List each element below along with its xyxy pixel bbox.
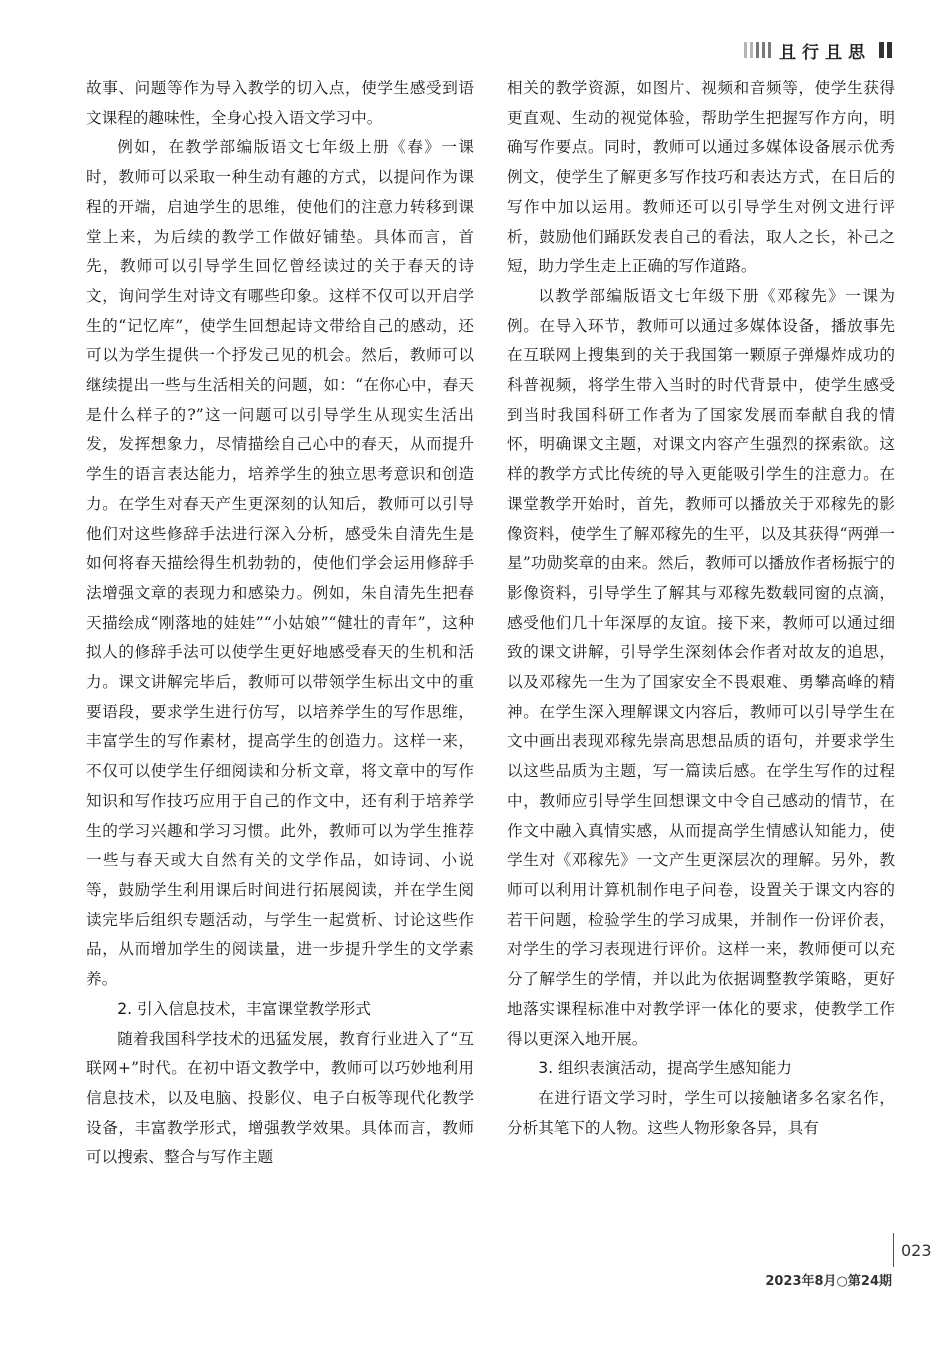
paragraph: 故事、问题等作为导入教学的切入点，使学生感受到语文课程的趣味性，全身心投入语文学习中。 [86,79,474,127]
left-column [86,74,474,1173]
page-number: 023 [893,1233,932,1267]
running-header [744,38,892,62]
issue-date: 2023年8月○第24期 [765,1274,892,1289]
section-heading: 2. 引入信息技术，丰富课堂教学形式 [117,999,371,1018]
paragraph: 在进行语文学习时，学生可以接触诸多名家名作，分析其笔下的人物。这些人物形象各异，具有 [507,1088,895,1137]
section-heading: 3. 组织表演活动，提高学生感知能力 [538,1059,792,1078]
paragraph: 以教学部编版语文七年级下册《邓稼先》一课为例。在导入环节，教师可以通过多媒体设备，播放事先在互联网上搜集到的关于我国第一颗原子弹爆炸成功的科普视频，将学生带入当时的时代背景中，使学生感受到当时我国科研工作者为了国家发展而奉献自我的情怀，明确课文主题，对课文内容产生强烈的探索欲。这样的教学方式比传统的导入更能吸引学生的注意力。在课堂教学开始时，首先，教师可以播放关于邓稼先的影像资料，使学生了解邓稼先的生平，以及其获得“两弹一星”功勋奖章的由来。然后，教师可以播放作者杨振宁的影像资料，引导学生了解其与邓稼先数载同窗的点滴，感受他们几十年深厚的友谊。接下来，教师可以通过细致的课文讲解，引导学生深刻体会作者对故友的追思，以及邓稼先一生为了国家安全不畏艰难、勇攀高峰的精神。在学生深入理解课文内容后，教师可以引导学生在文中画出表现邓稼先崇高思想品质的语句，并要求学生以这些品质为主题，写一篇读后感。在学生写作的过程中，教师应引导学生回想课文中令自己感动的情节，在作文中融入真情实感，从而提高学生情感认知能力，使学生对《邓稼先》一文产生更深层次的理解。另外，教师可以利用计算机制作电子问卷，设置关于课文内容的若干问题，检验学生的学习成果，并制作一份评价表，对学生的学习表现进行评价。这样一来，教师便可以充分了解学生的学情，并以此为依据调整教学策略，更好地落实课程标准中对教学评一体化的要求，使教学工作得以更深入地开展。 [507,286,895,1048]
paragraph: 随着我国科学技术的迅猛发展，教育行业进入了“互联网+”时代。在初中语文教学中，教师可以巧妙地利用信息技术，以及电脑、投影仪、电子白板等现代化教学设备，丰富教学形式，增强教学效果。具体而言，教师可以搜索、整合与写作主题 [86,1029,474,1167]
header-title: 且行且思 [779,42,871,63]
header-decoration-right [879,42,892,58]
paragraph: 例如，在教学部编版语文七年级上册《春》一课时，教师可以采取一种生动有趣的方式，以提问作为课程的开端，启迪学生的思维，使他们的注意力转移到课堂上来，为后续的教学工作做好铺垫。具体而言，首先，教师可以引导学生回忆曾经读过的关于春天的诗文，询问学生对诗文有哪些印象。这样不仅可以开启学生的“记忆库”，使学生回想起诗文带给自己的感动，还可以为学生提供一个抒发己见的机会。然后，教师可以继续提出一些与生活相关的问题，如：“在你心中，春天是什么样子的?”这一问题可以引导学生从现实生活出发，发挥想象力，尽情描绘自己心中的春天，从而提升学生的语言表达能力，培养学生的独立思考意识和创造力。在学生对春天产生更深刻的认知后，教师可以引导他们对这些修辞手法进行深入分析，感受朱自清先生是如何将春天描绘得生机勃勃的，使他们学会运用修辞手法增强文章的表现力和感染力。例如，朱自清先生把春天描绘成“刚落地的娃娃”“小姑娘”“健壮的青年”，这种拟人的修辞手法可以使学生更好地感受春天的生机和活力。课文讲解完毕后，教师可以带领学生标出文中的重要语段，要求学生进行仿写，以培养学生的写作思维，丰富学生的写作素材，提高学生的创造力。这样一来，不仅可以使学生仔细阅读和分析文章，将文章中的写作知识和写作技巧应用于自己的作文中，还有利于培养学生的学习兴趣和学习习惯。此外，教师可以为学生推荐一些与春天或大自然有关的文学作品，如诗词、小说等，鼓励学生利用课后时间进行拓展阅读，并在学生阅读完毕后组织专题活动，与学生一起赏析、讨论这些作品，从而增加学生的阅读量，进一步提升学生的文学素养。 [86,138,474,989]
right-column [507,74,895,1143]
header-decoration-left [744,42,771,58]
paragraph: 相关的教学资源，如图片、视频和音频等，使学生获得更直观、生动的视觉体验，帮助学生把握写作方向，明确写作要点。同时，教师可以通过多媒体设备展示优秀例文，使学生了解更多写作技巧和表达方式，在日后的写作中加以运用。教师还可以引导学生对例文进行评析，鼓励他们踊跃发表自己的看法，取人之长，补己之短，助力学生走上正确的写作道路。 [507,79,895,276]
